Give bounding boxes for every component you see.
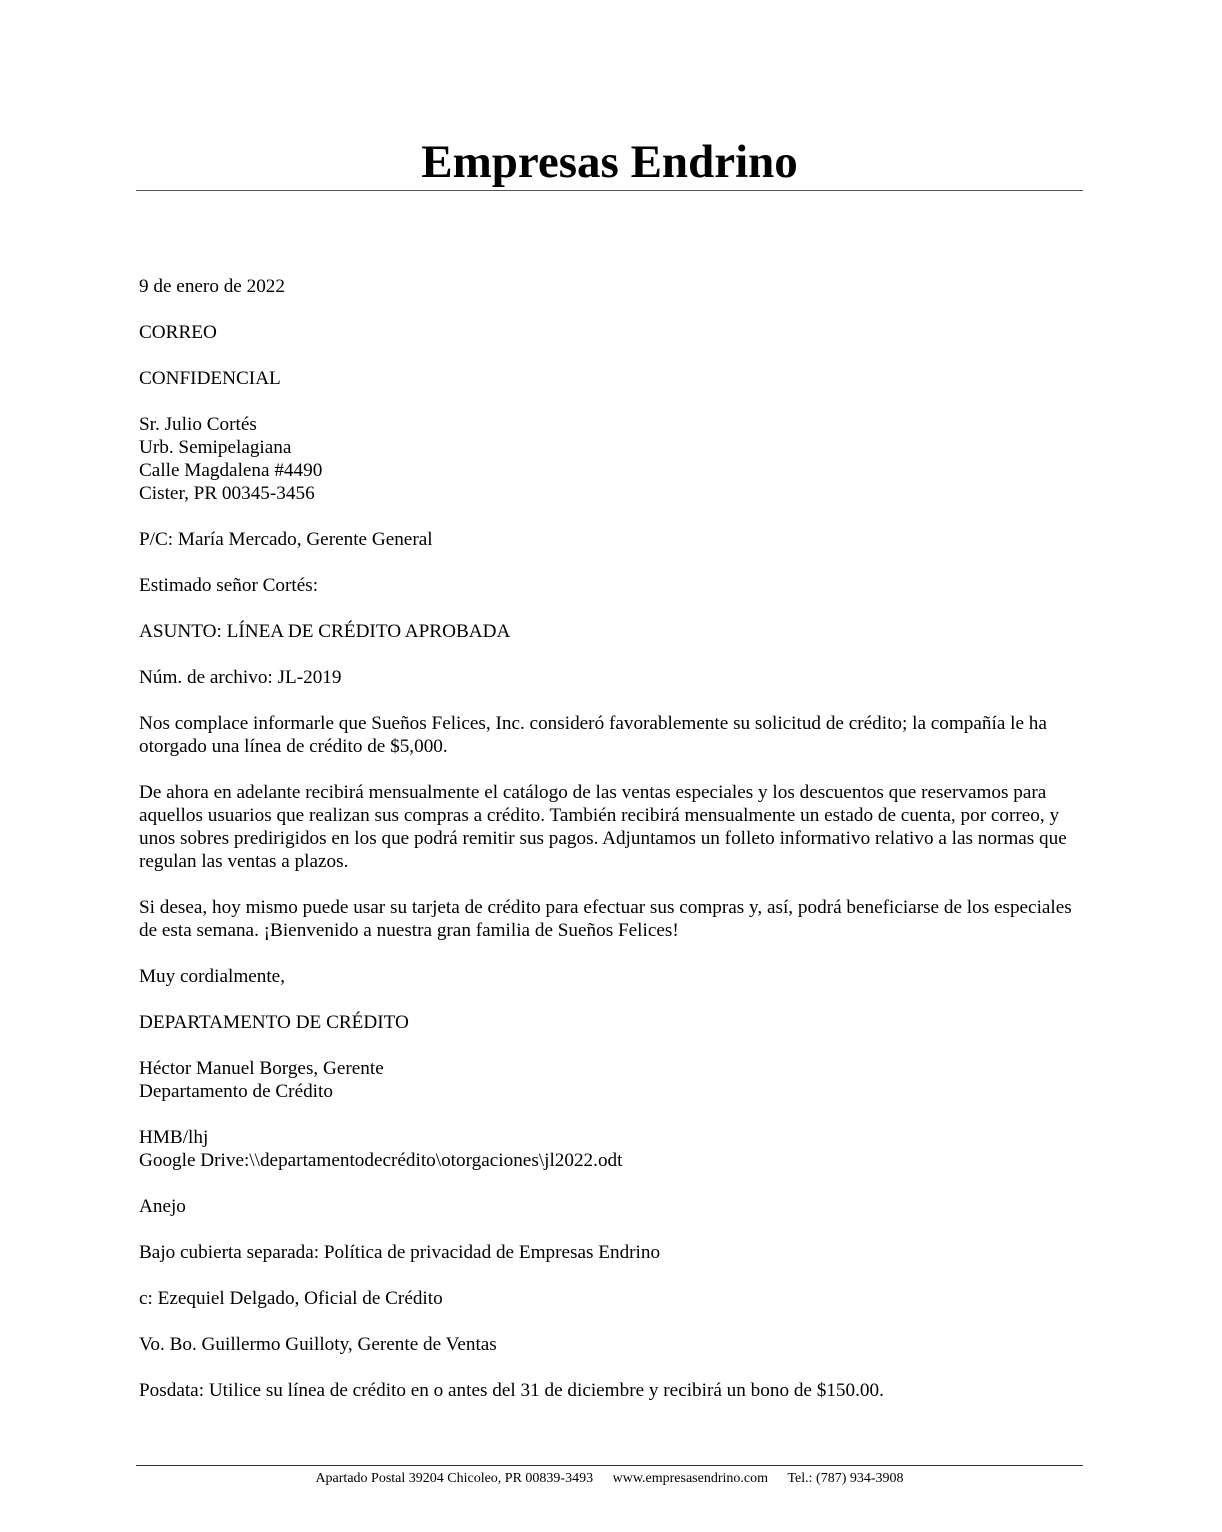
recipient-address-line1: Urb. Semipelagiana (139, 437, 292, 458)
confidentiality-notation: CONFIDENCIAL (139, 368, 281, 389)
delivery-notation: CORREO (139, 322, 217, 343)
file-path: Google Drive:\\departamentodecrédito\otorgaciones\jl2022.odt (139, 1150, 623, 1171)
recipient-name: Sr. Julio Cortés (139, 414, 257, 435)
footer-phone: Tel.: (787) 934-3908 (787, 1471, 904, 1486)
postscript: Posdata: Utilice su línea de crédito en o antes del 31 de diciembre y recibirá un bono de $150.00. (139, 1380, 884, 1401)
company-signature: DEPARTAMENTO DE CRÉDITO (139, 1012, 409, 1033)
footer-contact (136, 1466, 1083, 1488)
reference-block (139, 1126, 1079, 1172)
letterhead (136, 130, 1083, 191)
subject-line: ASUNTO: LÍNEA DE CRÉDITO APROBADA (139, 621, 511, 642)
reference-initials: HMB/lhj (139, 1127, 209, 1148)
body-paragraph: Nos complace informarle que Sueños Felices, Inc. consideró favorablemente su solicitud de crédito; la compañía le ha otorgado una línea de crédito de $5,000. (139, 713, 1047, 757)
enclosure-notation: Anejo (139, 1196, 186, 1217)
letter-footer (136, 1465, 1083, 1488)
company-name: Empresas Endrino (421, 136, 798, 188)
inside-address (139, 413, 1079, 505)
letter-date: 9 de enero de 2022 (139, 276, 285, 297)
file-reference: Núm. de archivo: JL-2019 (139, 667, 342, 688)
separate-cover-notation: Bajo cubierta separada: Política de privacidad de Empresas Endrino (139, 1242, 661, 1263)
salutation: Estimado señor Cortés: (139, 575, 319, 596)
recipient-address-line2: Calle Magdalena #4490 (139, 460, 323, 481)
attention-line: P/C: María Mercado, Gerente General (139, 529, 433, 550)
signer-name: Héctor Manuel Borges, Gerente (139, 1058, 384, 1079)
signer-department: Departamento de Crédito (139, 1081, 333, 1102)
footer-address: Apartado Postal 39204 Chicoleo, PR 00839-3493 (315, 1471, 594, 1486)
copy-notation: c: Ezequiel Delgado, Oficial de Crédito (139, 1288, 443, 1309)
complimentary-closing: Muy cordialmente, (139, 966, 285, 987)
letter-body (139, 275, 1079, 1425)
body-paragraph: Si desea, hoy mismo puede usar su tarjeta de crédito para efectuar sus compras y, así, podrá beneficiarse de los especiales de esta semana. ¡Bienvenido a nuestra gran familia de Sueños Felices! (139, 897, 1072, 941)
signature-block (139, 1057, 1079, 1103)
body-paragraph: De ahora en adelante recibirá mensualmente el catálogo de las ventas especiales y los descuentos que reservamos para aquellos usuarios que realizan sus compras a crédito. También recibirá mensualmente un estado de cuenta, por correo, y unos sobres predirigidos en los que podrá remitir sus pagos. Adjuntamos un folleto informativo relativo a las normas que regulan las ventas a plazos. (139, 782, 1067, 872)
approval-notation: Vo. Bo. Guillermo Guilloty, Gerente de Ventas (139, 1334, 497, 1355)
recipient-address-line3: Cister, PR 00345-3456 (139, 483, 315, 504)
footer-website: www.empresasendrino.com (612, 1471, 768, 1486)
